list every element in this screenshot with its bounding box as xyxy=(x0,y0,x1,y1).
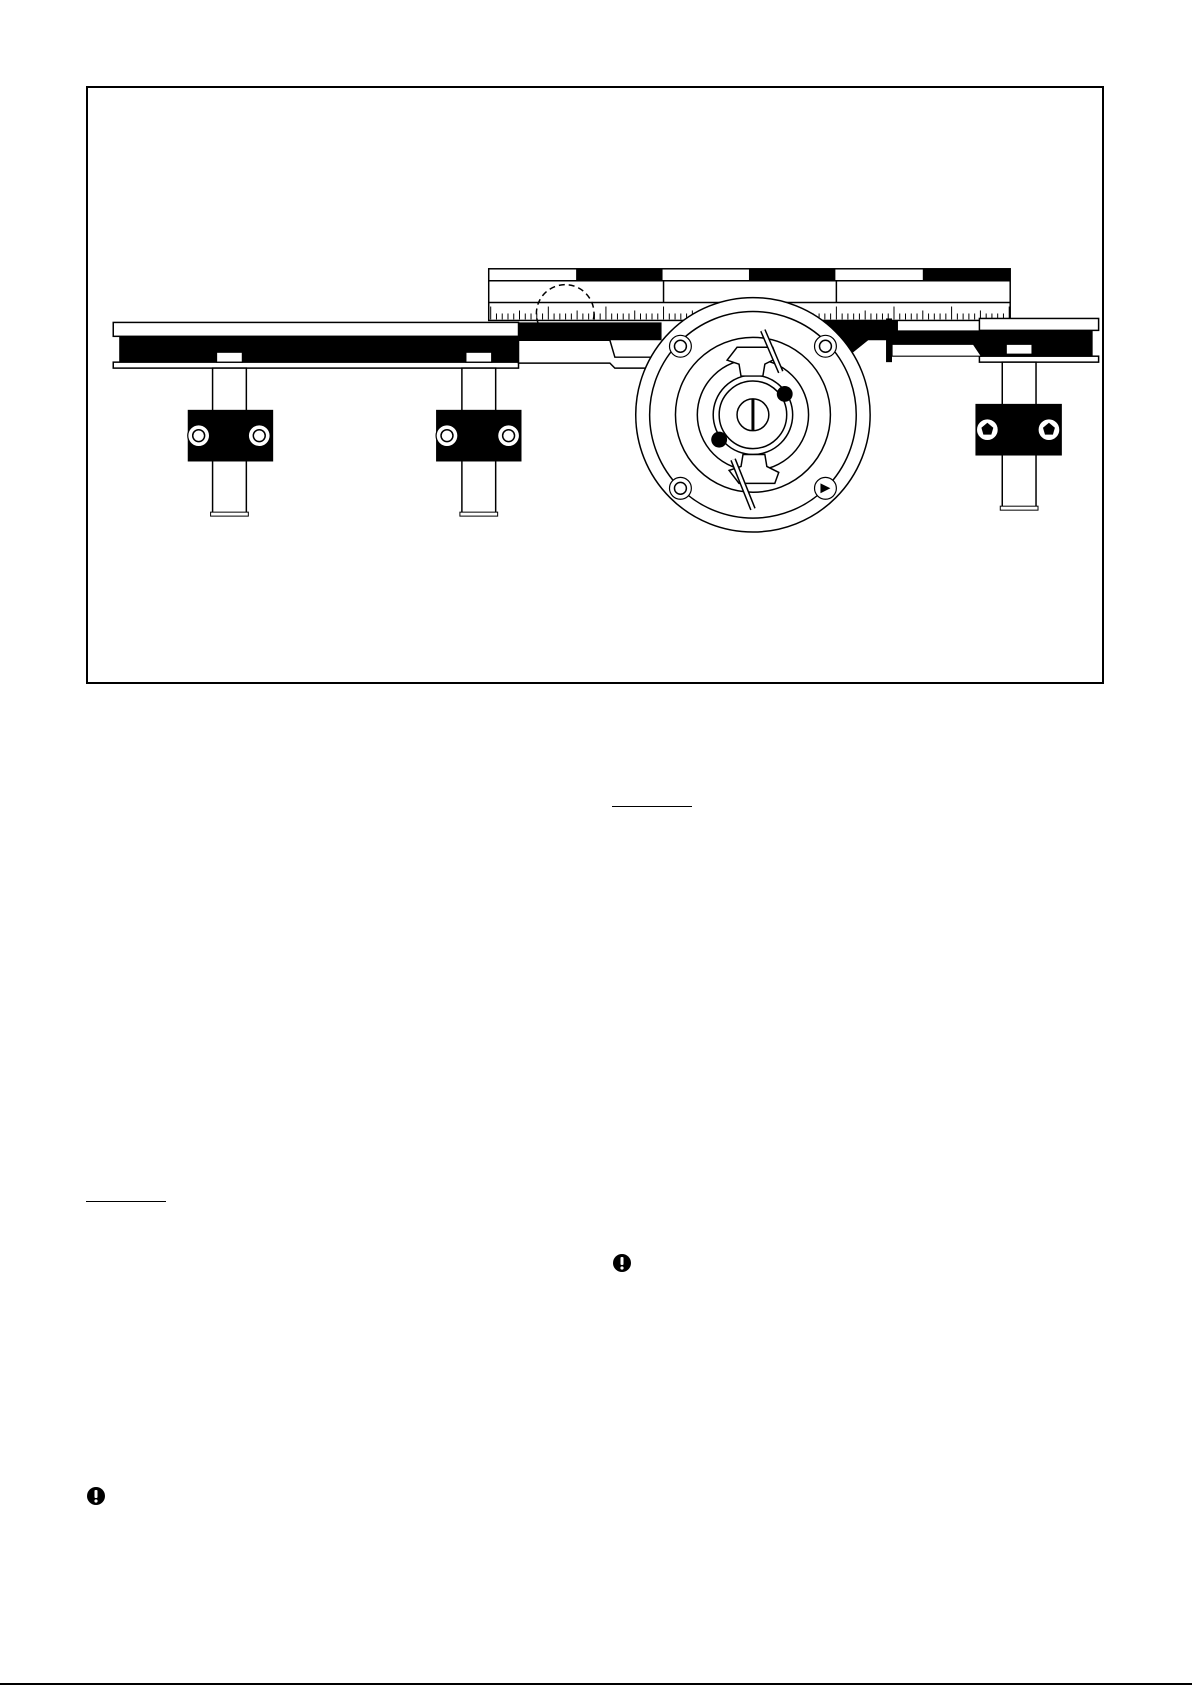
important-notice-icon xyxy=(612,1253,632,1273)
section-heading-underline-right xyxy=(612,806,692,807)
right-fence-rail xyxy=(892,318,1099,362)
support-post-3 xyxy=(975,344,1061,510)
cutter-head xyxy=(636,298,870,532)
figure-frame xyxy=(86,86,1104,684)
support-post-2 xyxy=(436,352,521,516)
fence-assembly-illustration xyxy=(88,88,1102,682)
left-fence-rail xyxy=(113,322,518,368)
section-heading-underline-left xyxy=(86,1201,166,1202)
important-notice-icon xyxy=(86,1486,106,1506)
support-post-1 xyxy=(188,352,273,516)
scale-black-bands xyxy=(576,269,1010,281)
